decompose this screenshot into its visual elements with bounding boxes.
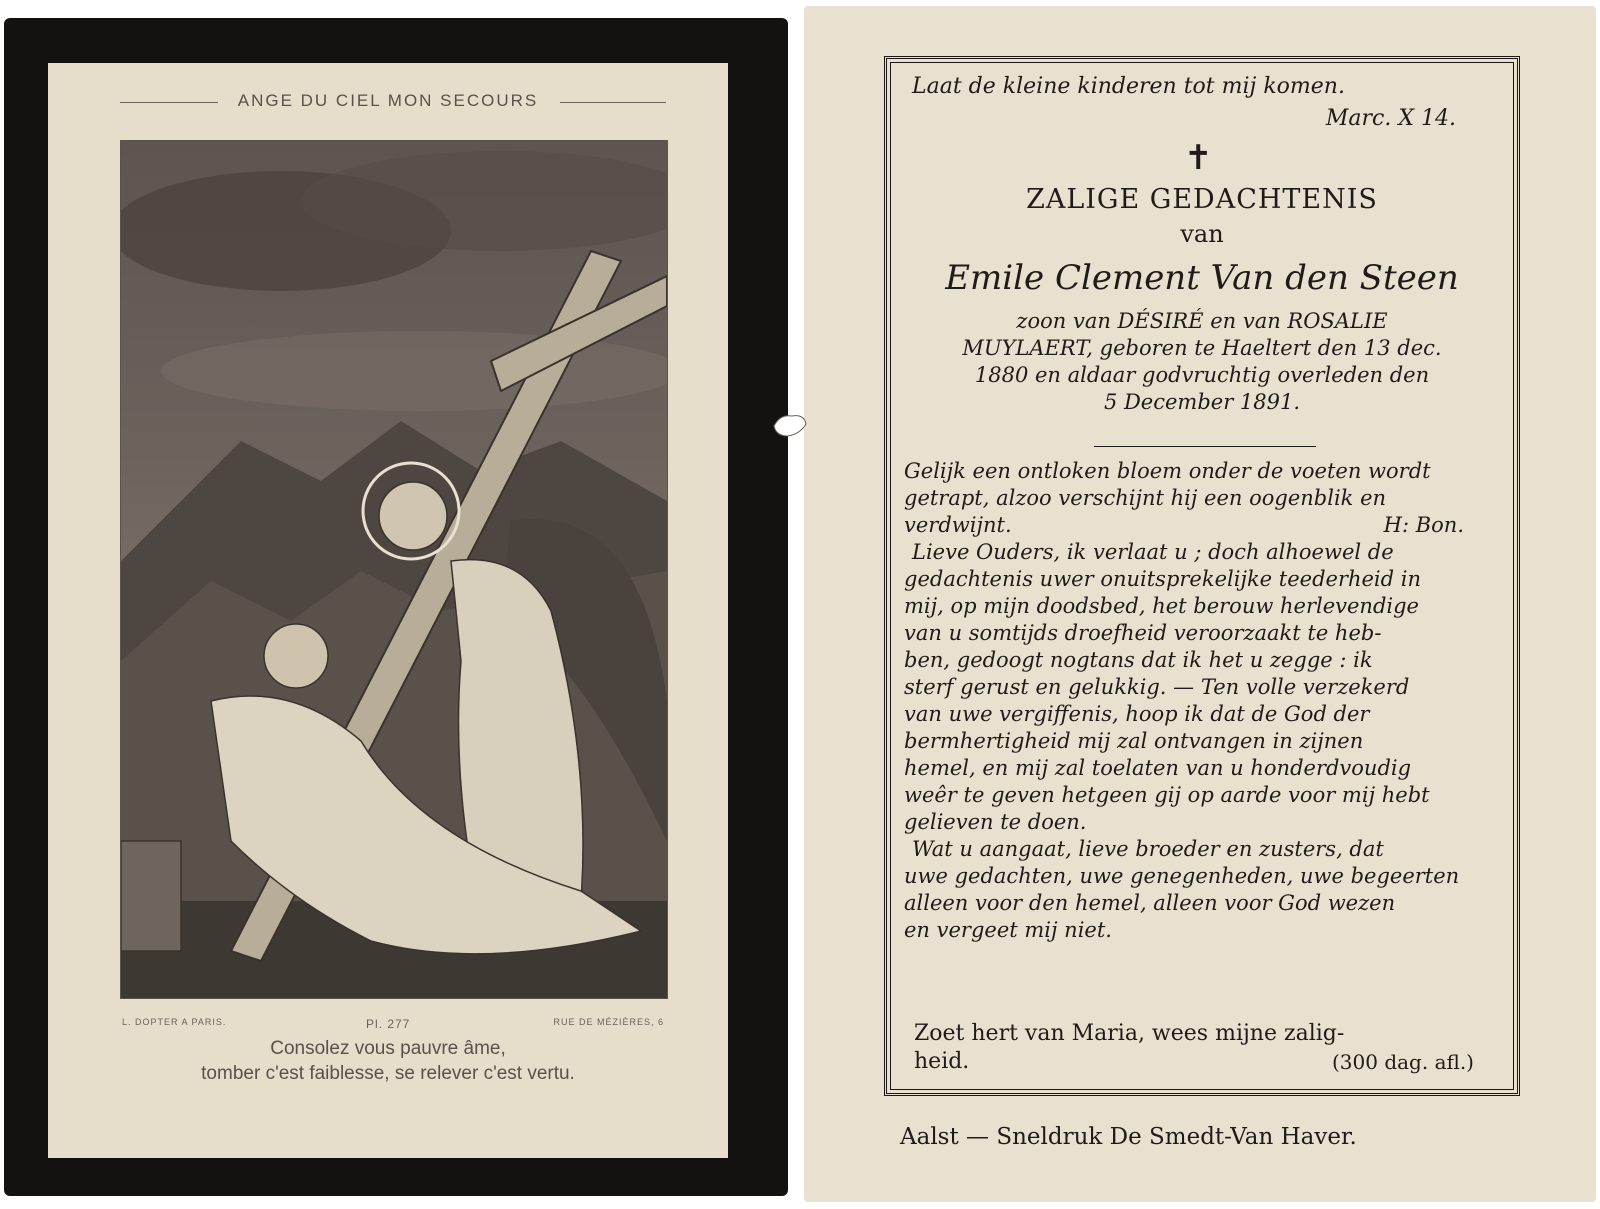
plate-number: Pl. 277 (366, 1017, 411, 1031)
bio-line: zoon van DÉSIRÉ en van ROSALIE (1016, 309, 1388, 333)
message-line: weêr te geven hetgeen gij op aarde voor mij hebt (904, 783, 1430, 807)
quote-line-end: verdwijnt. (904, 513, 1012, 537)
message-line: mij, op mijn doodsbed, het berouw herlevendige (904, 594, 1419, 618)
printer-imprint: Aalst — Sneldruk De Smedt-Van Haver. (900, 1124, 1357, 1150)
holy-card-back (804, 6, 1596, 1202)
siblings-line: alleen voor den hemel, alleen voor God wezen (904, 891, 1396, 915)
prayer-line-end: heid. (914, 1049, 970, 1074)
bottom-caption-line-2: tomber c'est faiblesse, se relever c'est vertu. (201, 1063, 575, 1084)
scripture-reference: Marc. X 14. (1325, 106, 1456, 131)
deceased-name: Emile Clement Van den Steen (945, 258, 1459, 298)
message-line: sterf gerust en gelukkig. — Ten volle verzekerd (904, 675, 1410, 699)
memorial-title: ZALIGE GEDACHTENIS (1026, 184, 1378, 215)
holy-card-front (4, 18, 788, 1196)
message-line: van u somtijds droefheid veroorzaakt te heb- (904, 621, 1382, 645)
quote-line: Gelijk een ontloken bloem onder de voeten wordt (904, 459, 1431, 483)
caption-rule-right (560, 102, 666, 103)
cross-icon: ✝ (1184, 138, 1213, 178)
siblings-line: uwe gedachten, uwe genegenheden, uwe begeerten (904, 864, 1460, 888)
bio-line: 5 December 1891. (1103, 390, 1301, 414)
memorial-van: van (1180, 220, 1224, 248)
closing-prayer (914, 1020, 1494, 1076)
paper-tear-hole (770, 404, 810, 444)
scripture-motto: Laat de kleine kinderen tot mij komen. (912, 74, 1345, 99)
prayer-line (914, 1048, 1494, 1076)
plate-printer-right: RUE DE MÉZIÈRES, 6 (553, 1017, 664, 1027)
quote-source: H: Bon. (1383, 513, 1464, 537)
message-line: van uwe vergiffenis, hoop ik dat de God der (904, 702, 1370, 726)
divider-rule (1094, 446, 1316, 447)
message-line: hemel, en mij zal toelaten van u honderdvoudig (904, 756, 1412, 780)
message-line: gelieven te doen. (904, 810, 1087, 834)
bio-line: 1880 en aldaar godvruchtig overleden den (974, 363, 1430, 387)
memorial-text (904, 458, 1494, 944)
card-front-panel (48, 63, 728, 1158)
top-caption: ANGE DU CIEL MON SECOURS (237, 91, 539, 110)
message-line: gedachtenis uwer onuitsprekelijke teederheid in (904, 567, 1422, 591)
bottom-caption-line-1: Consolez vous pauvre âme, (270, 1038, 506, 1059)
quote-line (904, 512, 1494, 539)
angel-with-cross-engraving (120, 140, 668, 999)
siblings-line: en vergeet mij niet. (904, 918, 1112, 942)
indulgence-note: (300 dag. afl.) (1331, 1050, 1474, 1074)
message-line: bermhertigheid mij zal ontvangen in zijnen (904, 729, 1364, 753)
biography (902, 308, 1502, 416)
bio-line: MUYLAERT, geboren te Haeltert den 13 dec. (962, 336, 1442, 360)
plate-printer-left: L. DOPTER A PARIS. (122, 1017, 227, 1027)
message-line: ben, gedoogt nogtans dat ik het u zegge : ik (904, 648, 1373, 672)
prayer-line: Zoet hert van Maria, wees mijne zalig- (914, 1021, 1345, 1046)
siblings-line: Wat u aangaat, lieve broeder en zusters, dat (912, 837, 1384, 861)
quote-line: getrapt, alzoo verschijnt hij een oogenblik en (904, 486, 1387, 510)
message-line: Lieve Ouders, ik verlaat u ; doch alhoewel de (912, 540, 1394, 564)
